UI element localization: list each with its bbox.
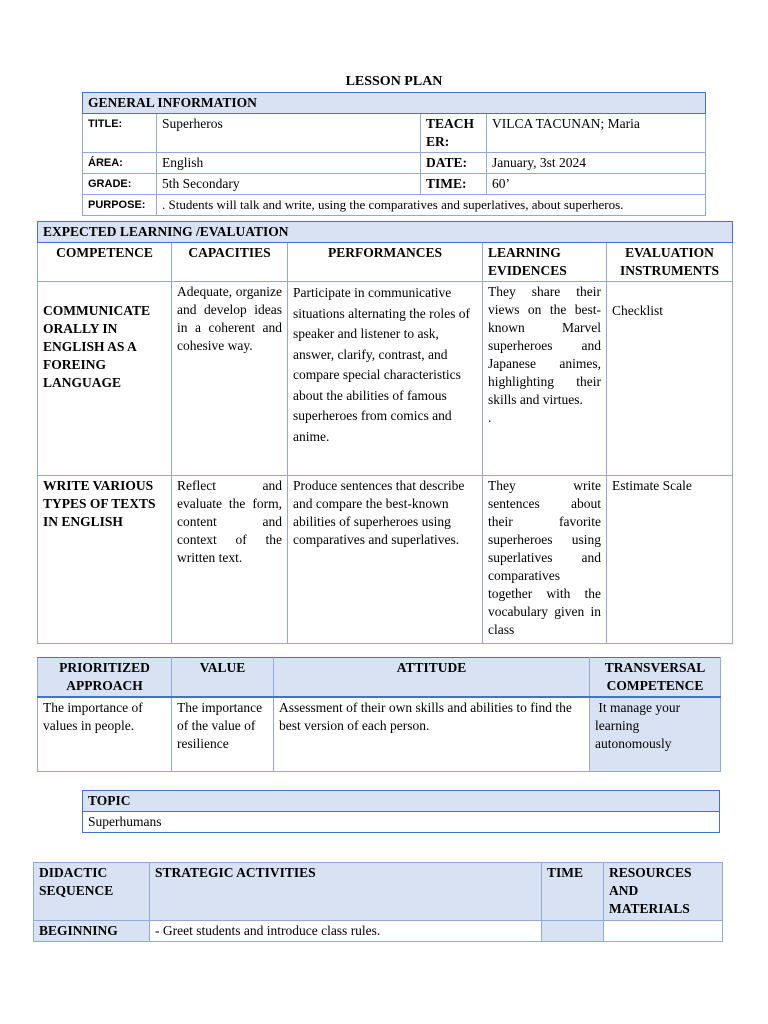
evidences-cell-1 [483, 282, 607, 476]
col-transversal-competence: TRANSVERSAL COMPETENCE [590, 658, 721, 698]
topic-header: TOPIC [83, 791, 720, 812]
instruments-cell-2: Estimate Scale [607, 476, 733, 644]
col-strategic-activities: STRATEGIC ACTIVITIES [150, 863, 542, 921]
col-attitude: ATTITUDE [274, 658, 590, 698]
title-label: TITLE: [83, 114, 157, 153]
col-resources: RESOURCES AND MATERIALS [604, 863, 723, 921]
col-performances: PERFORMANCES [288, 243, 483, 282]
beginning-time [542, 921, 604, 942]
competence-cell-2: WRITE VARIOUS TYPES OF TEXTS IN ENGLISH [38, 476, 172, 644]
col-competence: COMPETENCE [38, 243, 172, 282]
evidences-text-1: They share their views on the best-known Marvel superheroes and Japanese animes, highlighting their skills and virtues. [488, 284, 601, 407]
general-information-header: GENERAL INFORMATION [83, 93, 706, 114]
beginning-label: BEGINNING [34, 921, 150, 942]
performances-cell-2: Produce sentences that describe and compare the best-known abilities of superheroes using comparatives and superlatives. [288, 476, 483, 644]
beginning-resources [604, 921, 723, 942]
topic-table [82, 790, 720, 833]
general-information-table [82, 92, 706, 216]
topic-value: Superhumans [83, 812, 720, 833]
col-prioritized-approach: PRIORITIZED APPROACH [38, 658, 172, 698]
competence-cell-1: COMMUNICATE ORALLY IN ENGLISH AS A FOREING LANGUAGE [38, 282, 172, 476]
teacher-value: VILCA TACUNAN; Maria [487, 114, 706, 153]
capacities-cell-1: Adequate, organize and develop ideas in a coherent and cohesive way. [172, 282, 288, 476]
approach-cell: The importance of values in people. [38, 697, 172, 771]
beginning-activity: - Greet students and introduce class rules. [150, 921, 542, 942]
attitude-cell: Assessment of their own skills and abilities to find the best version of each person. [274, 697, 590, 771]
col-learning-evidences: LEARNING EVIDENCES [483, 243, 607, 282]
transversal-competence-cell: It manage your learning autonomously [590, 697, 721, 771]
time-value: 60’ [487, 174, 706, 195]
grade-label: GRADE: [83, 174, 157, 195]
title-value: Superheros [157, 114, 421, 153]
date-label: DATE: [421, 153, 487, 174]
purpose-value: . Students will talk and write, using the comparatives and superlatives, about superheros. [157, 195, 706, 216]
page-title: LESSON PLAN [345, 74, 443, 89]
col-time: TIME [542, 863, 604, 921]
evidences-cell-2: They write sentences about their favorite superheroes using superlatives and comparatives together with the vocabulary given in class [483, 476, 607, 644]
evidences-extra-1: . [488, 410, 492, 425]
date-value: January, 3st 2024 [487, 153, 706, 174]
time-label: TIME: [421, 174, 487, 195]
grade-value: 5th Secondary [157, 174, 421, 195]
area-value: English [157, 153, 421, 174]
col-evaluation-instruments: EVALUATION INSTRUMENTS [607, 243, 733, 282]
col-didactic-sequence: DIDACTIC SEQUENCE [34, 863, 150, 921]
teacher-label: TEACH ER: [421, 114, 487, 153]
expected-learning-header: EXPECTED LEARNING /EVALUATION [38, 222, 733, 243]
col-value: VALUE [172, 658, 274, 698]
col-capacities: CAPACITIES [172, 243, 288, 282]
expected-learning-table [37, 221, 733, 644]
capacities-cell-2: Reflect and evaluate the form, content and context of the written text. [172, 476, 288, 644]
area-label: ÁREA: [83, 153, 157, 174]
performances-cell-1: Participate in communicative situations alternating the roles of speaker and listener to ask, answer, clarify, contrast, and compare special characteristics about the abilities of famous superheroes from comics and anime. [288, 282, 483, 476]
approach-table [37, 657, 721, 772]
instruments-cell-1: Checklist [607, 282, 733, 476]
value-cell: The importance of the value of resilience [172, 697, 274, 771]
didactic-table [33, 862, 723, 942]
purpose-label: PURPOSE: [83, 195, 157, 216]
